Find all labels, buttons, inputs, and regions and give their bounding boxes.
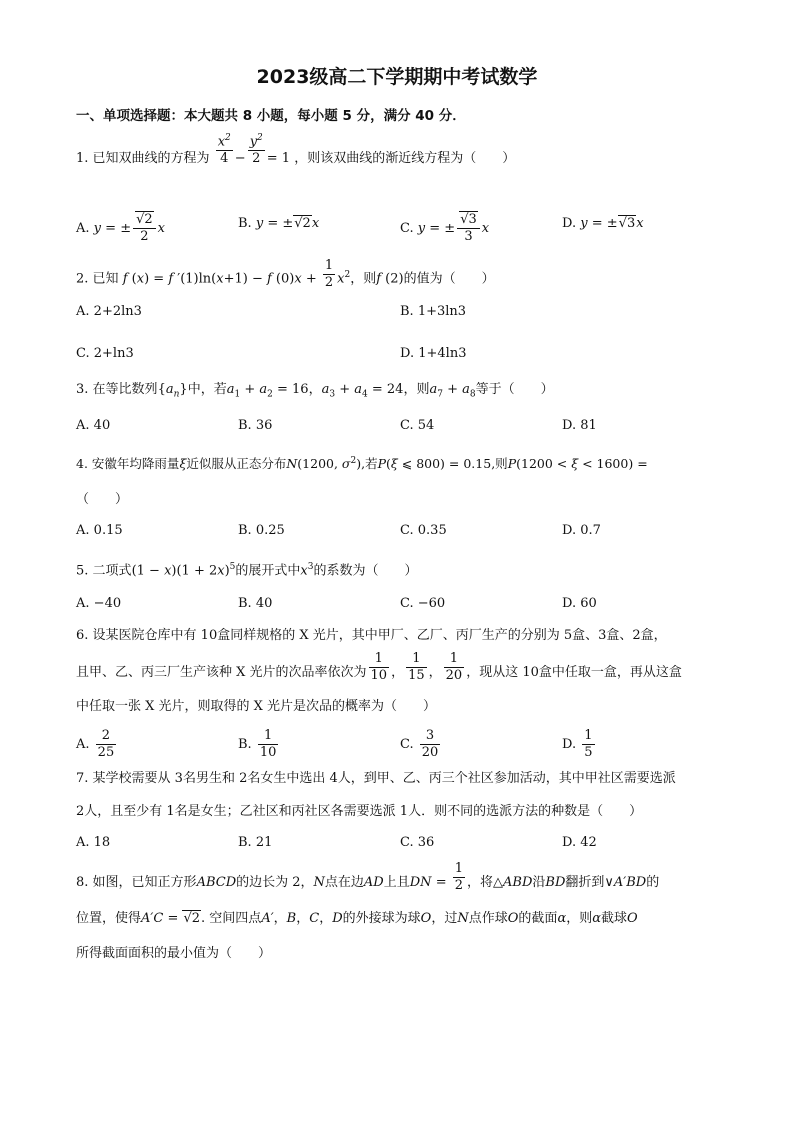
option-1c: C. y = ± $\frac{√3}{3}$ x: [400, 212, 490, 244]
option-4b: B. 0.25: [238, 523, 285, 538]
question-6-line2: 且甲、乙、丙三厂生产该种 X 光片的次品率依次为 $\frac{1}{10}$ ， $\frac{1}{15}$ ， $\frac{1}{20}$ ，现从这 10盒中任取一盒，再从这盒: [76, 651, 682, 683]
option-1a: A. y = ± $\frac{√2}{2}$ x: [76, 212, 165, 244]
option-5c: C. −60: [400, 596, 446, 611]
option-4a: A. 0.15: [76, 523, 123, 538]
option-3d: D. 81: [562, 418, 597, 433]
question-3: 3. 在等比数列$\{a_n\}$中，若$a_1 + a_2 = 16$，$a_3 + a_4 = 24$，则$a_7 + a_8$等于（ ）: [76, 382, 554, 400]
question-8-line3: 所得截面面积的最小值为（ ）: [76, 946, 272, 961]
option-5a: A. −40: [76, 596, 122, 611]
option-3c: C. 54: [400, 418, 435, 433]
option-6a: A. $\frac{2}{25}$: [76, 728, 115, 760]
option-2c: C. 2+ln3: [76, 346, 134, 361]
option-7d: D. 42: [562, 835, 597, 850]
question-2: 2. 已知 f (x) = f ′(1)ln(x+1) − f (0)x + $\frac{1}{2}$ $x^2$，则f (2)的值为（ ）: [76, 258, 495, 291]
option-1d: D. y = ±√3x: [562, 216, 644, 231]
option-7a: A. 18: [76, 835, 111, 850]
option-2d: D. 1+4ln3: [400, 346, 467, 361]
option-5d: D. 60: [562, 596, 597, 611]
option-6b: B. $\frac{1}{10}$: [238, 728, 277, 760]
page-title: 2023级高二下学期期中考试数学: [256, 66, 538, 88]
question-6: 6. 设某医院仓库中有 10盒同样规格的 X 光片，其中甲厂、乙厂、丙厂生产的分别为 5盒、3盒、2盒，: [76, 628, 667, 643]
option-6d: D. $\frac{1}{5}$: [562, 728, 593, 760]
question-6-line3: 中任取一张 X 光片，则取得的 X 光片是次品的概率为（ ）: [76, 699, 437, 714]
question-8: 8. 如图，已知正方形ABCD的边长为 2，N点在边AD上且DN = $\frac{1}{2}$ ，将△ABD沿BD翻折到∨A′BD的: [76, 861, 660, 893]
option-3a: A. 40: [76, 418, 111, 433]
option-4d: D. 0.7: [562, 523, 601, 538]
equation: $\frac{x^2}{4}$: [216, 130, 233, 167]
question-7-line2: 2人，且至少有 1名是女生；乙社区和丙社区各需要选派 1人．则不同的选派方法的种数是（ ）: [76, 804, 643, 819]
question-5: 5. 二项式$(1 - x)(1 + 2x)^5$的展开式中$x^3$的系数为（ ）: [76, 562, 418, 579]
option-3b: B. 36: [238, 418, 273, 433]
question-8-line2: 位置，使得A′C = √2. 空间四点A′，B，C，D的外接球为球O，过N点作球O的截面α，则α截球O: [76, 911, 638, 926]
question-1: 1. 已知双曲线的方程为 $\frac{x^2}{4}$ − $\frac{y^2}{2}$ = 1 ，则该双曲线的渐近线方程为（ ）: [76, 150, 515, 168]
option-1b: B. y = ±√2x: [238, 216, 320, 231]
question-4-blank: （ ）: [76, 492, 129, 507]
section-heading: 一、单项选择题：本大题共 8 小题，每小题 5 分，满分 40 分．: [76, 108, 466, 124]
option-2b: B. 1+3ln3: [400, 304, 467, 319]
option-5b: B. 40: [238, 596, 273, 611]
option-7c: C. 36: [400, 835, 435, 850]
question-4: 4. 安徽年均降雨量ξ近似服从正态分布N(1200, $\sigma^2$),若P(ξ ⩽ 800) = 0.15,则P(1200 < ξ < 1600) =: [76, 456, 648, 472]
option-6c: C. $\frac{3}{20}$: [400, 728, 439, 760]
option-2a: A. 2+2ln3: [76, 304, 142, 319]
option-4c: C. 0.35: [400, 523, 447, 538]
question-7: 7. 某学校需要从 3名男生和 2名女生中选出 4人，到甲、乙、丙三个社区参加活动，其中甲社区需要选派: [76, 771, 676, 786]
option-7b: B. 21: [238, 835, 273, 850]
